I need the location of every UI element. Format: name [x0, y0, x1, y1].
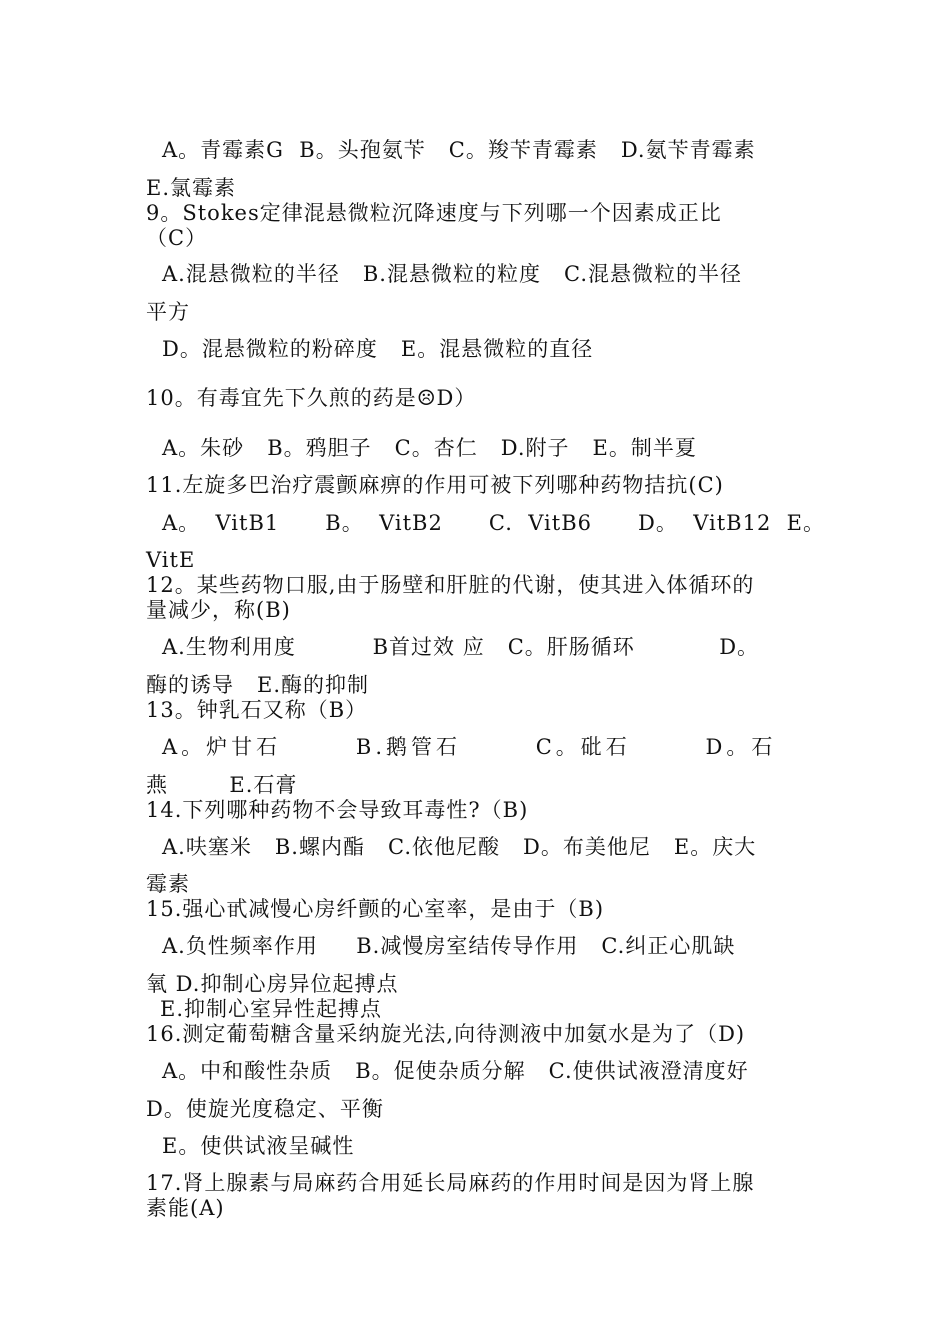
q14-options-cont: 霉素 — [146, 872, 190, 896]
q9-options-d-e: D。混悬微粒的粉碎度 E。混悬微粒的直径 — [162, 337, 594, 361]
q11-question: 11.左旋多巴治疗震颤麻痹的作用可被下列哪种药物拮抗(C) — [146, 473, 724, 497]
q16-question: 16.测定葡萄糖含量采纳旋光法,向待测液中加氨水是为了（D) — [146, 1022, 746, 1046]
q12-options: A.生物利用度 B首过效 应 C。肝肠循环 D。 — [162, 635, 760, 659]
q16-option-d: D。使旋光度稳定、平衡 — [146, 1097, 384, 1121]
q13-options-cont: 燕 E.石膏 — [146, 773, 298, 797]
q10-question: 10。有毒宜先下久煎的药是☹D） — [146, 386, 477, 410]
q15-options: A.负性频率作用 B.减慢房室结传导作用 C.纠正心肌缺 — [162, 934, 736, 958]
q16-option-e: E。使供试液呈碱性 — [162, 1134, 355, 1158]
q14-question: 14.下列哪种药物不会导致耳毒性?（B) — [146, 798, 529, 822]
q10-options: A。朱砂 B。鸦胆子 C。杏仁 D.附子 E。制半夏 — [162, 436, 697, 460]
q15-option-e: E.抑制心室异性起搏点 — [160, 997, 383, 1021]
q11-option-e: VitE — [146, 548, 196, 572]
q12-options-cont: 酶的诱导 E.酶的抑制 — [146, 673, 370, 697]
q15-options-cont: 氧 D.抑制心房异位起搏点 — [146, 972, 399, 996]
q9-answer: （C） — [146, 226, 208, 250]
q8-options: A。青霉素G B。头孢氨苄 C。羧苄青霉素 D.氨苄青霉素 — [162, 138, 756, 162]
q17-question: 17.肾上腺素与局麻药合用延长局麻药的作用时间是因为肾上腺 — [146, 1171, 755, 1195]
q8-option-e: E.氯霉素 — [146, 176, 237, 200]
q12-question: 12。某些药物口服,由于肠壁和肝脏的代谢，使其进入体循环的 — [146, 573, 755, 597]
q15-question: 15.强心甙减慢心房纤颤的心室率，是由于（B) — [146, 897, 605, 921]
q16-options-a-c: A。中和酸性杂质 B。促使杂质分解 C.使供试液澄清度好 — [162, 1059, 749, 1083]
q9-options-a-c: A.混悬微粒的半径 B.混悬微粒的粒度 C.混悬微粒的半径 — [162, 262, 742, 286]
q11-options: A。 VitB1 B。 VitB2 C. VitB6 D。 VitB12 E。 — [162, 511, 826, 535]
q9-question: 9。Stokes定律混悬微粒沉降速度与下列哪一个因素成正比 — [146, 201, 722, 225]
q12-question-cont: 量减少，称(B) — [146, 598, 291, 622]
q9-options-cont: 平方 — [146, 300, 190, 324]
q13-options: A。炉甘石 B.鹅管石 C。砒石 D。石 — [162, 735, 777, 759]
q17-question-cont: 素能(A) — [146, 1196, 225, 1220]
q13-question: 13。钟乳石又称（B） — [146, 698, 368, 722]
q14-options: A.呋塞米 B.螺内酯 C.依他尼酸 D。布美他尼 E。庆大 — [162, 835, 757, 859]
